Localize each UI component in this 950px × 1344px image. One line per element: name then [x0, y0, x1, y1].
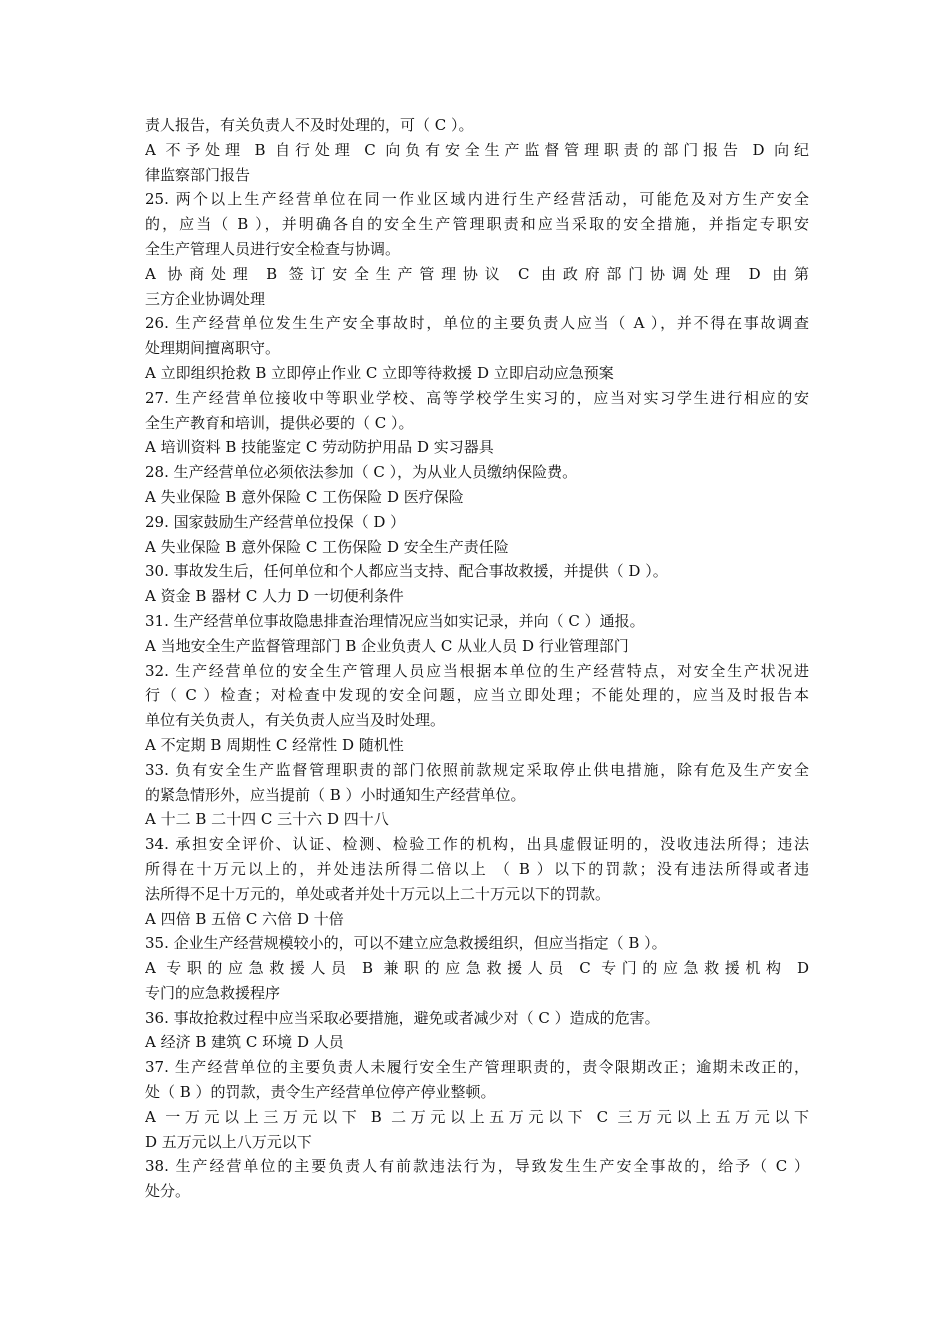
text-line: D 五万元以上八万元以下	[145, 1132, 312, 1151]
text-line: 30. 事故发生后，任何单位和个人都应当支持、配合事故救援，并提供（ D ）。	[145, 562, 668, 581]
text-line: 31. 生产经营单位事故隐患排查治理情况应当如实记录，并向（ C ）通报。	[145, 611, 645, 630]
text-line: A 失业保险 B 意外保险 C 工伤保险 D 医疗保险	[145, 487, 464, 506]
text-line: A 不予处理 B 自行处理 C 向负有安全生产监督管理职责的部门报告 D 向纪	[145, 140, 809, 159]
text-line: 所得在十万元以上的，并处违法所得二倍以上 （ B ）以下的罚款；没有违法所得或者违	[145, 859, 809, 878]
text-line: A 四倍 B 五倍 C 六倍 D 十倍	[145, 909, 344, 928]
text-line: A 立即组织抢救 B 立即停止作业 C 立即等待救援 D 立即启动应急预案	[145, 363, 614, 382]
text-line: 32. 生产经营单位的安全生产管理人员应当根据本单位的生产经营特点，对安全生产状况进	[145, 661, 809, 680]
text-line: A 失业保险 B 意外保险 C 工伤保险 D 安全生产责任险	[145, 537, 509, 556]
text-line: 律监察部门报告	[145, 165, 251, 184]
text-line: 全生产管理人员进行安全检查与协调。	[145, 239, 401, 258]
text-line: A 一万元以上三万元以下 B 二万元以上五万元以下 C 三万元以上五万元以下	[145, 1107, 809, 1126]
text-line: A 协商处理 B 签订安全生产管理协议 C 由政府部门协调处理 D 由第	[145, 264, 809, 283]
text-line: 处理期间擅离职守。	[145, 339, 281, 358]
text-line: 的紧急情形外，应当提前（ B ）小时通知生产经营单位。	[145, 785, 526, 804]
text-line: 法所得不足十万元的，单处或者并处十万元以上二十万元以下的罚款。	[145, 884, 611, 903]
text-line: 的，应当（ B ），并明确各自的安全生产管理职责和应当采取的安全措施，并指定专职安	[145, 215, 809, 234]
text-line: 责人报告，有关负责人不及时处理的，可（ C ）。	[145, 116, 474, 134]
text-line: A 资金 B 器材 C 人力 D 一切便利条件	[145, 587, 404, 606]
text-line: 37. 生产经营单位的主要负责人未履行安全生产管理职责的，责令限期改正；逾期未改正的，	[145, 1058, 809, 1077]
text-line: 行（ C ）检查；对检查中发现的安全问题，应当立即处理；不能处理的，应当及时报告本	[145, 686, 809, 705]
text-line: 处（ B ）的罚款，责令生产经营单位停产停业整顿。	[145, 1083, 496, 1102]
text-line: A 培训资料 B 技能鉴定 C 劳动防护用品 D 实习器具	[145, 438, 494, 457]
text-line: 36. 事故抢救过程中应当采取必要措施，避免或者减少对（ C ）造成的危害。	[145, 1008, 660, 1027]
text-line: 全生产教育和培训，提供必要的（ C ）。	[145, 413, 414, 432]
text-line: 35. 企业生产经营规模较小的，可以不建立应急救援组织，但应当指定（ B ）。	[145, 934, 667, 953]
text-line: 29. 国家鼓励生产经营单位投保（ D ）	[145, 512, 406, 531]
text-line: A 专职的应急救援人员 B 兼职的应急救援人员 C 专门的应急救援机构 D	[145, 959, 809, 978]
text-line: 26. 生产经营单位发生生产安全事故时，单位的主要负责人应当（ A ），并不得在事故调查	[145, 314, 809, 333]
text-line: 处分。	[145, 1182, 191, 1201]
text-line: 28. 生产经营单位必须依法参加（ C ），为从业人员缴纳保险费。	[145, 463, 578, 482]
text-line: 33. 负有安全生产监督管理职责的部门依照前款规定采取停止供电措施，除有危及生产安全	[145, 760, 809, 779]
text-line: A 十二 B 二十四 C 三十六 D 四十八	[145, 810, 389, 829]
text-line: A 不定期 B 周期性 C 经常性 D 随机性	[145, 735, 404, 754]
text-line: A 当地安全生产监督管理部门 B 企业负责人 C 从业人员 D 行业管理部门	[145, 636, 629, 655]
text-line: 38. 生产经营单位的主要负责人有前款违法行为，导致发生生产安全事故的，给予（ C ）	[145, 1157, 809, 1176]
text-line: 单位有关负责人，有关负责人应当及时处理。	[145, 711, 446, 730]
text-line: 专门的应急救援程序	[145, 983, 281, 1002]
text-line: 27. 生产经营单位接收中等职业学校、高等学校学生实习的，应当对实习学生进行相应的安	[145, 388, 809, 407]
text-line: 34. 承担安全评价、认证、检测、检验工作的机构，出具虚假证明的，没收违法所得；违法	[145, 835, 809, 854]
text-line: 25. 两个以上生产经营单位在同一作业区域内进行生产经营活动，可能危及对方生产安全	[145, 190, 809, 209]
text-line: A 经济 B 建筑 C 环境 D 人员	[145, 1033, 344, 1052]
text-line: 三方企业协调处理	[145, 289, 266, 308]
document-page	[145, 113, 809, 1204]
